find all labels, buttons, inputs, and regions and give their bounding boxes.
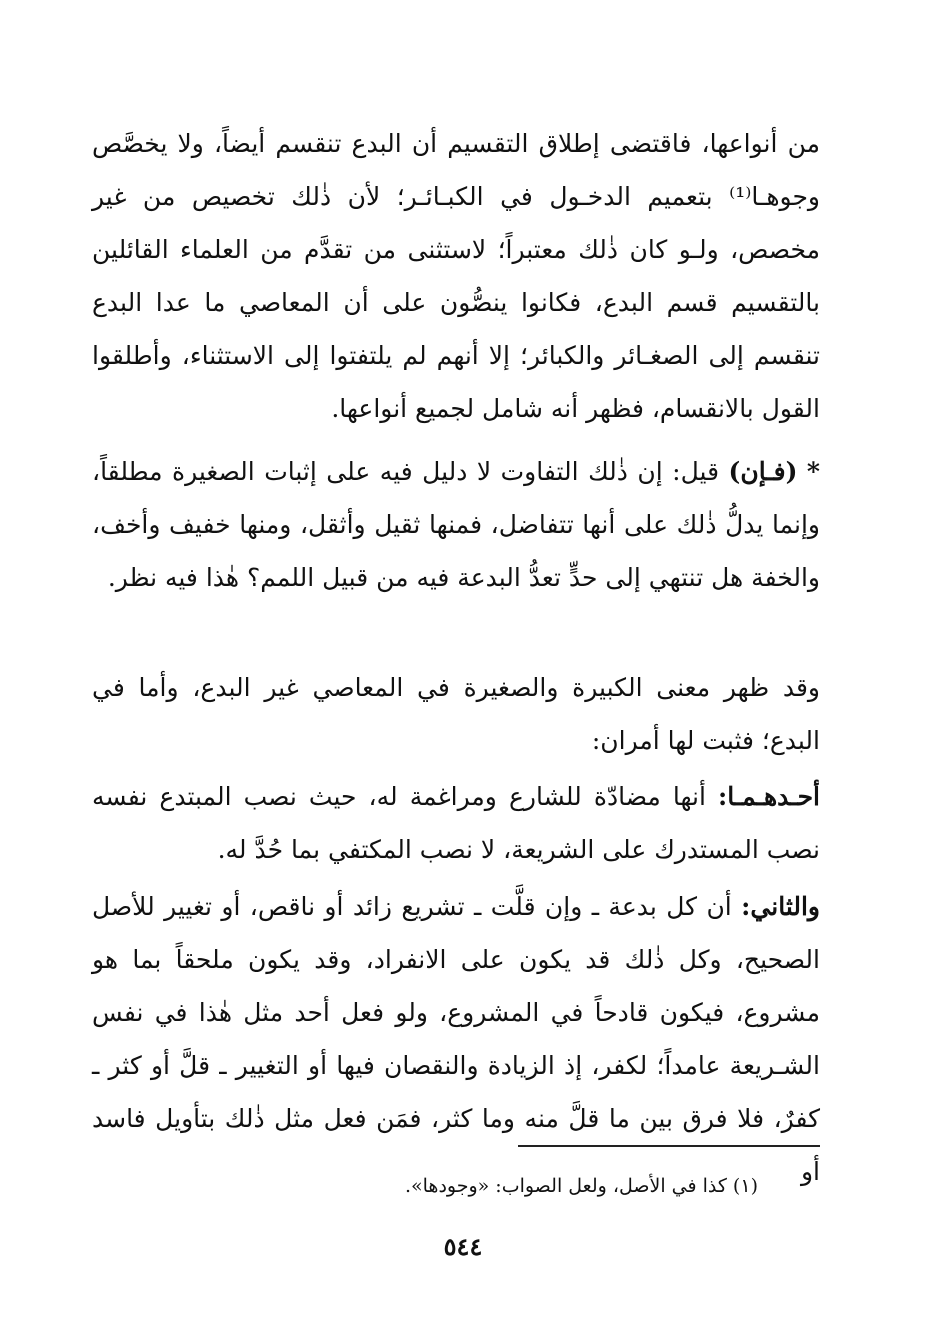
paragraph-text: من أنواعها، فاقتضى إطلاق التقسيم أن البدع تنقسم أيضاً، ولا يخصَّص وجوهـا⁽¹⁾ بتعميم الدخـول في الكبـائـر؛ لأن ذٰلك تخصيص من غير مخصص، ولـو كان ذٰلك معتبراً؛ لاستثنى من تقدَّم من العلماء القائلين بالتقسيم قسم البدع، فكانوا ينصُّون على أن المعاصي ما عدا البدع تنقسم إلى الصغـائر والكبائر؛ إلا أنهم لم يلتفتوا إلى الاستثناء، وأطلقوا القول بالانقسام، فظهر أنه شامل لجميع أنواعها.: [92, 129, 820, 423]
footnote: (١) كذا في الأصل، ولعل الصواب: «وجودها».: [404, 1175, 758, 1197]
paragraph-lead: والثاني:: [741, 892, 820, 921]
asterisk-marker: *: [806, 457, 820, 486]
paragraph-first-matter: [92, 770, 820, 876]
paragraph-classification: [92, 117, 820, 435]
footnote-divider: [518, 1145, 820, 1147]
paragraph-text: أن كل بدعة ـ وإن قلَّت ـ تشريع زائد أو ناقص، أو تغيير للأصل الصحيح، وكل ذٰلك قد يكون على الانفراد، وقد يكون ملحقاً بما هو مشروع، فيكون قادحاً في المشروع، ولو فعل أحد مثل هٰذا في نفس الشـريعة عامداً؛ لكفر، إذ الزيادة والنقصان فيها أو التغيير ـ قلَّ أو كثر ـ كفرٌ، فلا فرق بين ما قلَّ منه وما كثر، فمَن فعل مثل ذٰلك بتأويل فاسد أو: [92, 892, 820, 1186]
paragraph-second-matter: [92, 880, 820, 1198]
paragraph-lead: (فـإن): [728, 457, 798, 486]
page-number: ٥٤٤: [443, 1232, 483, 1261]
paragraph-text: قيل: إن ذٰلك التفاوت لا دليل فيه على إثبات الصغيرة مطلقاً، وإنما يدلُّ ذٰلك على أنها تتفاضل، فمنها ثقيل وأثقل، ومنها خفيف وأخف، والخفة هل تنتهي إلى حدٍّ تعدُّ البدعة فيه من قبيل اللمم؟ هٰذا فيه نظر.: [92, 457, 820, 592]
paragraph-lead: أحـدهـمـا:: [718, 782, 820, 811]
paragraph-two-matters: [92, 661, 820, 767]
paragraph-objection: [92, 445, 820, 604]
paragraph-text: وقد ظهر معنى الكبيرة والصغيرة في المعاصي غير البدع، وأما في البدع؛ فثبت لها أمران:: [92, 673, 820, 755]
paragraph-text: أنها مضادّة للشارع ومراغمة له، حيث نصب المبتدع نفسه نصب المستدرك على الشريعة، لا نصب المكتفي بما حُدَّ له.: [92, 782, 820, 864]
